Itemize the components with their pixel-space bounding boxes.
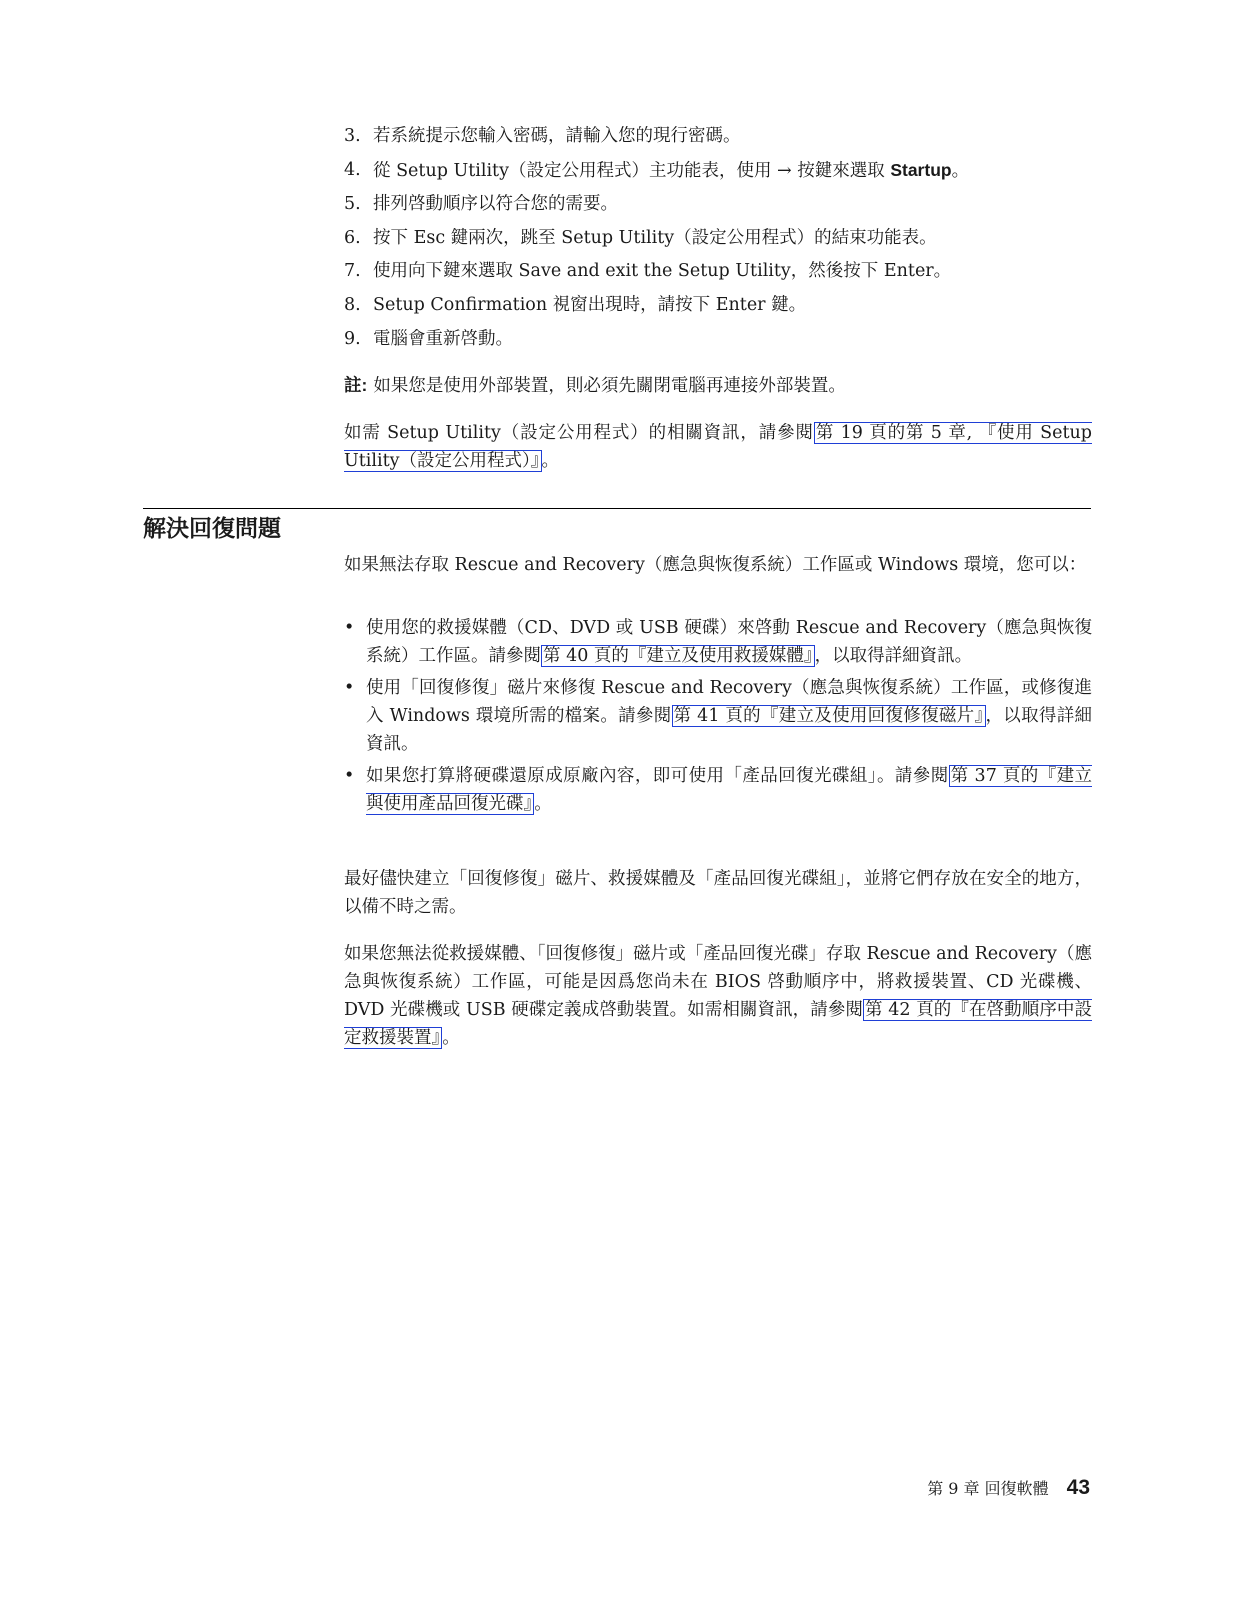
- bullet-text: 使用您的救援媒體（CD、DVD 或 USB 硬碟）來啓動 Rescue and Recovery（應急與恢復系統）工作區。請參閱: [366, 618, 1092, 666]
- bullet-text-end: 。: [534, 794, 552, 814]
- step-item: [344, 124, 1104, 148]
- step-text: 排列啓動順序以符合您的需要。: [373, 194, 618, 215]
- startup-sequence-link[interactable]: 第 42 頁的『在啓動順序中設定救援裝置』: [344, 1000, 1092, 1048]
- setup-utility-reference: [344, 419, 1092, 475]
- chapter5-link[interactable]: 第 19 頁的第 5 章, 『使用 Setup Utility（設定公用程式）』: [344, 423, 1092, 471]
- step-number: 4.: [344, 159, 361, 180]
- step-text: 使用向下鍵來選取 Save and exit the Setup Utility，然後按下 Enter。: [373, 261, 952, 282]
- bullet-text-end: ，以取得詳細資訊。: [814, 646, 973, 666]
- options-list: [344, 614, 1092, 822]
- section-title: 解決回復問題: [143, 515, 281, 541]
- list-item: [344, 674, 1092, 758]
- step-number: 8.: [344, 294, 361, 315]
- note-text: 如果您是使用外部裝置，則必須先關閉電腦再連接外部裝置。: [373, 376, 846, 396]
- step-text: 按下 Esc 鍵兩次，跳至 Setup Utility（設定公用程式）的結束功能表。: [373, 227, 937, 248]
- step-text: 電腦會重新啓動。: [373, 328, 513, 349]
- page-footer: [927, 1474, 1090, 1503]
- step-item: [344, 259, 1104, 283]
- repair-diskette-link[interactable]: 第 41 頁的『建立及使用回復修復磁片』: [673, 706, 984, 726]
- bullet-text: 如果您打算將硬碟還原成原廠內容，即可使用「產品回復光碟組」。請參閱: [366, 766, 949, 786]
- step-item: [344, 192, 1104, 216]
- bullet-marker: •: [344, 678, 355, 698]
- reference-end: 。: [541, 451, 559, 471]
- step-text: 從 Setup Utility（設定公用程式）主功能表，使用 → 按鍵來選取: [373, 160, 891, 181]
- step-text: 若系統提示您輸入密碼，請輸入您的現行密碼。: [373, 126, 741, 146]
- note: [344, 373, 1092, 398]
- step-text: Setup Confirmation 視窗出現時，請按下 Enter 鍵。: [373, 294, 807, 315]
- chapter-label: 第 9 章 回復軟體: [927, 1479, 1049, 1498]
- step-number: 7.: [344, 261, 361, 282]
- section-divider: [143, 508, 1091, 509]
- step-number: 5.: [344, 194, 361, 215]
- recovery-discs-link[interactable]: 第 37 頁的『建立與使用產品回復光碟』: [366, 766, 1092, 814]
- reference-text: 如需 Setup Utility（設定公用程式）的相關資訊，請參閱: [344, 423, 814, 443]
- step-text-end: 。: [951, 160, 970, 181]
- bullet-marker: •: [344, 618, 355, 638]
- list-item: [344, 762, 1092, 818]
- step-item: [344, 158, 1104, 183]
- step-item: [344, 327, 1104, 351]
- rescue-media-link[interactable]: 第 40 頁的『建立及使用救援媒體』: [543, 646, 813, 666]
- paragraph-end: 。: [442, 1028, 460, 1048]
- list-item: [344, 614, 1092, 670]
- step-number: 9.: [344, 328, 361, 349]
- step-number: 6.: [344, 227, 361, 248]
- step-item: [344, 293, 1104, 317]
- bullet-text-end: ，以取得詳細資訊。: [366, 706, 1092, 754]
- step-item: [344, 226, 1104, 250]
- advice-paragraph: 最好儘快建立「回復修復」磁片、救援媒體及「產品回復光碟組」，並將它們存放在安全的地方，以備不時之需。: [344, 869, 1092, 917]
- paragraph-text: 如果您無法從救援媒體、「回復修復」磁片或「產品回復光碟」存取 Rescue and Recovery（應急與恢復系統）工作區，可能是因爲您尚未在 BIOS 啓動順序中，將救援裝置、CD 光碟機、DVD 光碟機或 USB 硬碟定義成啓動裝置。如需相關資訊，請參閱: [344, 944, 1092, 1020]
- page-number: 43: [1066, 1476, 1090, 1499]
- startup-sequence-paragraph: [344, 940, 1092, 1052]
- section-intro: 如果無法存取 Rescue and Recovery（應急與恢復系統）工作區或 Windows 環境，您可以：: [344, 555, 1087, 575]
- step-number: 3.: [344, 126, 361, 146]
- startup-keyword: Startup: [890, 159, 952, 180]
- bullet-marker: •: [344, 766, 355, 786]
- note-label: 註:: [344, 375, 368, 395]
- setup-steps-list: [344, 124, 1104, 360]
- bullet-text: 使用「回復修復」磁片來修復 Rescue and Recovery（應急與恢復系統）工作區，或修復進入 Windows 環境所需的檔案。請參閱: [366, 678, 1092, 726]
